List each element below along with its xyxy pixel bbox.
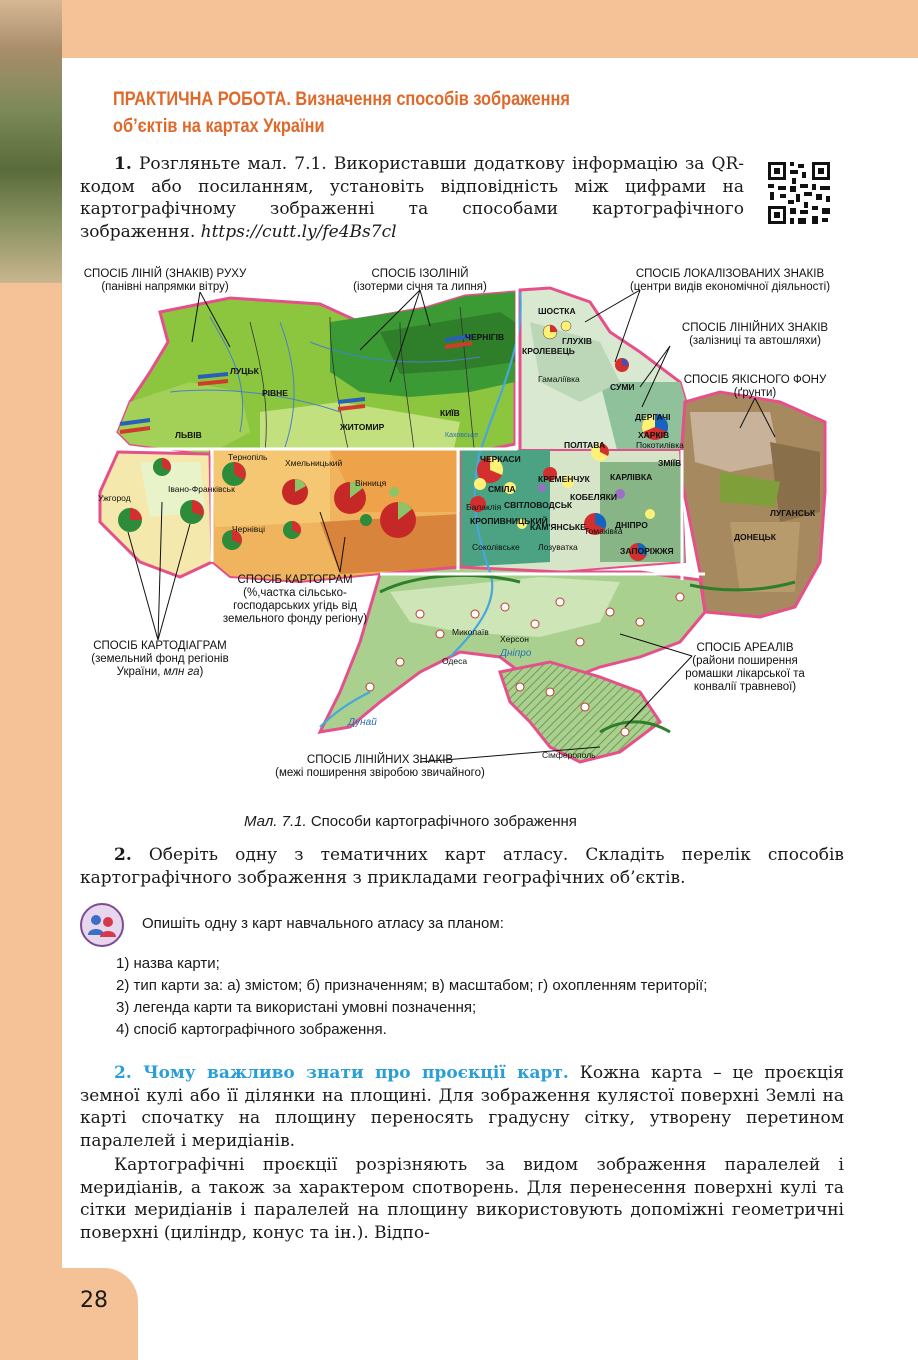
top-color-band bbox=[0, 0, 918, 58]
qr-code-icon[interactable] bbox=[766, 160, 832, 226]
city-kamianske: КАМ'ЯНСЬКЕ bbox=[530, 522, 586, 532]
city-shostka: ШОСТКА bbox=[538, 306, 576, 316]
city-karlivka: КАРЛІВКА bbox=[610, 472, 653, 482]
task-1-number: 1. bbox=[114, 154, 132, 174]
city-lviv: ЛЬВІВ bbox=[175, 430, 202, 440]
city-hamaliivka: Гамаліївка bbox=[538, 374, 580, 384]
plan-intro: Опишіть одну з карт навчального атласу за планом: bbox=[142, 915, 504, 932]
city-derhachi: ДЕРГАЧІ bbox=[635, 412, 671, 422]
city-lutsk: ЛУЦЬК bbox=[230, 366, 259, 376]
projections-paragraph: Картографічні проєкції розрізняють за видом зображення паралелей і меридіанів, а також за характером спотворень. Для перенесення поверхні кулі та сітки меридіанів і паралелей на площину використовують допоміжні геометричні поверхні (циліндр, конус та ін.). Відпо- bbox=[80, 1155, 844, 1243]
label-qualitative-background: СПОСІБ ЯКІСНОГО ФОНУ (ґрунти) bbox=[683, 374, 827, 399]
mountain-photo bbox=[0, 0, 62, 283]
city-sokolivske: Соколівське bbox=[472, 542, 520, 552]
city-cherkasy: ЧЕРКАСИ bbox=[480, 454, 521, 464]
city-kharkiv: ХАРКІВ bbox=[638, 430, 670, 440]
city-simferopol: Сімферополь bbox=[542, 750, 596, 760]
plan-item: 1) назва карти; bbox=[116, 955, 220, 972]
practical-work-title: ПРАКТИЧНА РОБОТА. Визначення способів зображення об’єктів на картах України bbox=[113, 89, 570, 137]
city-zaporizhzhia: ЗАПОРІЖЖЯ bbox=[620, 546, 674, 556]
label-lines-motion: СПОСІБ ЛІНІЙ (ЗНАКІВ) РУХУ (панівні напрямки вітру) bbox=[83, 268, 247, 293]
discussion-icon bbox=[80, 903, 124, 947]
city-sumy: СУМИ bbox=[610, 382, 635, 392]
section-2-text: Кожна карта – це проєкція земної кулі або її ділянки на площині. Для зображення кулястої поверхні Землі на карті спочатку на площину переносять градусну сітку, утворену перетином паралелей і меридіанів. bbox=[80, 1063, 845, 1151]
task-2-number: 2. bbox=[114, 845, 132, 865]
city-uzhhorod: Ужгород bbox=[98, 493, 131, 503]
task-2-text: Оберіть одну з тематичних карт атласу. Складіть перелік способів картографічного зображення з прикладами географічних об’єктів. bbox=[80, 845, 844, 888]
city-svitlovodsk: СВІТЛОВОДСЬК bbox=[504, 500, 573, 510]
city-kropyvnytskyi: КРОПИВНИЦЬКИЙ bbox=[470, 516, 548, 526]
city-smila: СМІЛА bbox=[488, 484, 516, 494]
city-dnipro: ДНІПРО bbox=[615, 520, 648, 530]
city-pokotylivka: Покотилівка bbox=[636, 440, 684, 450]
label-localized-signs: СПОСІБ ЛОКАЛІЗОВАНИХ ЗНАКІВ (центри видів економічної діяльності) bbox=[629, 268, 831, 293]
label-cartodiagram: СПОСІБ КАРТОДІАГРАМ (земельний фонд регіонів України, млн га) bbox=[91, 640, 229, 678]
city-odesa: Одеса bbox=[442, 656, 468, 666]
task-2-paragraph bbox=[80, 844, 844, 889]
city-lozuvatka: Лозуватка bbox=[538, 542, 578, 552]
city-mykolaiv: Миколаїв bbox=[452, 627, 489, 637]
label-isolines: СПОСІБ ІЗОЛІНІЙ (ізотерми січня та липня) bbox=[353, 268, 487, 293]
figure-caption: Мал. 7.1. Способи картографічного зображення bbox=[244, 813, 577, 830]
city-kremenchuk: КРЕМЕНЧУК bbox=[538, 474, 590, 484]
city-donetsk: ДОНЕЦЬК bbox=[734, 532, 776, 542]
task-1-paragraph bbox=[80, 153, 744, 243]
city-poltava: ПОЛТАВА bbox=[564, 440, 606, 450]
city-zhytomyr: ЖИТОМИР bbox=[340, 422, 385, 432]
section-2-paragraph bbox=[80, 1062, 844, 1152]
city-chernihiv: ЧЕРНІГІВ bbox=[465, 332, 505, 342]
label-areal: СПОСІБ АРЕАЛІВ (райони поширення ромашки лікарської та конвалії травневої) bbox=[685, 642, 805, 693]
page-number: 28 bbox=[80, 1288, 108, 1313]
page-number-tab bbox=[0, 1268, 138, 1360]
city-zmiiv: ЗМІЇВ bbox=[658, 458, 682, 468]
plan-item: 4) спосіб картографічного зображення. bbox=[116, 1021, 387, 1038]
city-balakliia: Балаклія bbox=[466, 502, 502, 512]
side-color-band bbox=[0, 283, 62, 1268]
river-dnipro: Дніпро bbox=[500, 648, 532, 659]
reservoir-label: Каховське bbox=[445, 432, 479, 439]
task-1-text: Розгляньте мал. 7.1. Використавши додаткову інформацію за QR-кодом або посиланням, установіть відповідність між цифрами на картографічному зображенні та способами картографічного зображення. bbox=[80, 154, 745, 242]
city-luhansk: ЛУГАНСЬК bbox=[770, 508, 816, 518]
city-kyiv: КИЇВ bbox=[440, 408, 460, 418]
city-ternopil: Тернопіль bbox=[228, 452, 268, 462]
label-linear-signs-boundary: СПОСІБ ЛІНІЙНИХ ЗНАКІВ (межі поширення звіробою звичайного) bbox=[275, 754, 485, 779]
city-vinnytsia: Вінниця bbox=[355, 478, 387, 488]
city-chernivtsi: Чернівці bbox=[232, 524, 265, 534]
plan-list bbox=[116, 953, 796, 1041]
label-cartogram: СПОСІБ КАРТОГРАМ (%,частка сільсько-господарських угідь від земельного фонду регіону) bbox=[222, 574, 368, 625]
city-kobeliaky: КОБЕЛЯКИ bbox=[570, 492, 617, 502]
city-tomakivka: Томаківка bbox=[584, 526, 623, 536]
plan-item: 3) легенда карти та використані умовні позначення; bbox=[116, 999, 477, 1016]
section-2-heading: 2. Чому важливо знати про проєкції карт. bbox=[114, 1063, 569, 1083]
city-rivne: РІВНЕ bbox=[262, 388, 288, 398]
task-1-link[interactable]: https://cutt.ly/fe4Bs7cl bbox=[200, 221, 397, 242]
city-kherson: Херсон bbox=[500, 634, 529, 644]
city-krolevets: КРОЛЕВЕЦЬ bbox=[522, 346, 575, 356]
label-linear-signs: СПОСІБ ЛІНІЙНИХ ЗНАКІВ (залізниці та автошляхи) bbox=[681, 322, 829, 347]
city-ivano-frankivsk: Івано-Франківськ bbox=[168, 484, 235, 494]
city-hlukhiv: ГЛУХІВ bbox=[562, 336, 593, 346]
river-dunai: Дунай bbox=[348, 717, 377, 728]
city-khmelnytskyi: Хмельницький bbox=[285, 458, 343, 468]
plan-item: 2) тип карти за: а) змістом; б) призначенням; в) масштабом; г) охопленням території; bbox=[116, 977, 708, 994]
figure-map-ukraine bbox=[80, 262, 850, 802]
